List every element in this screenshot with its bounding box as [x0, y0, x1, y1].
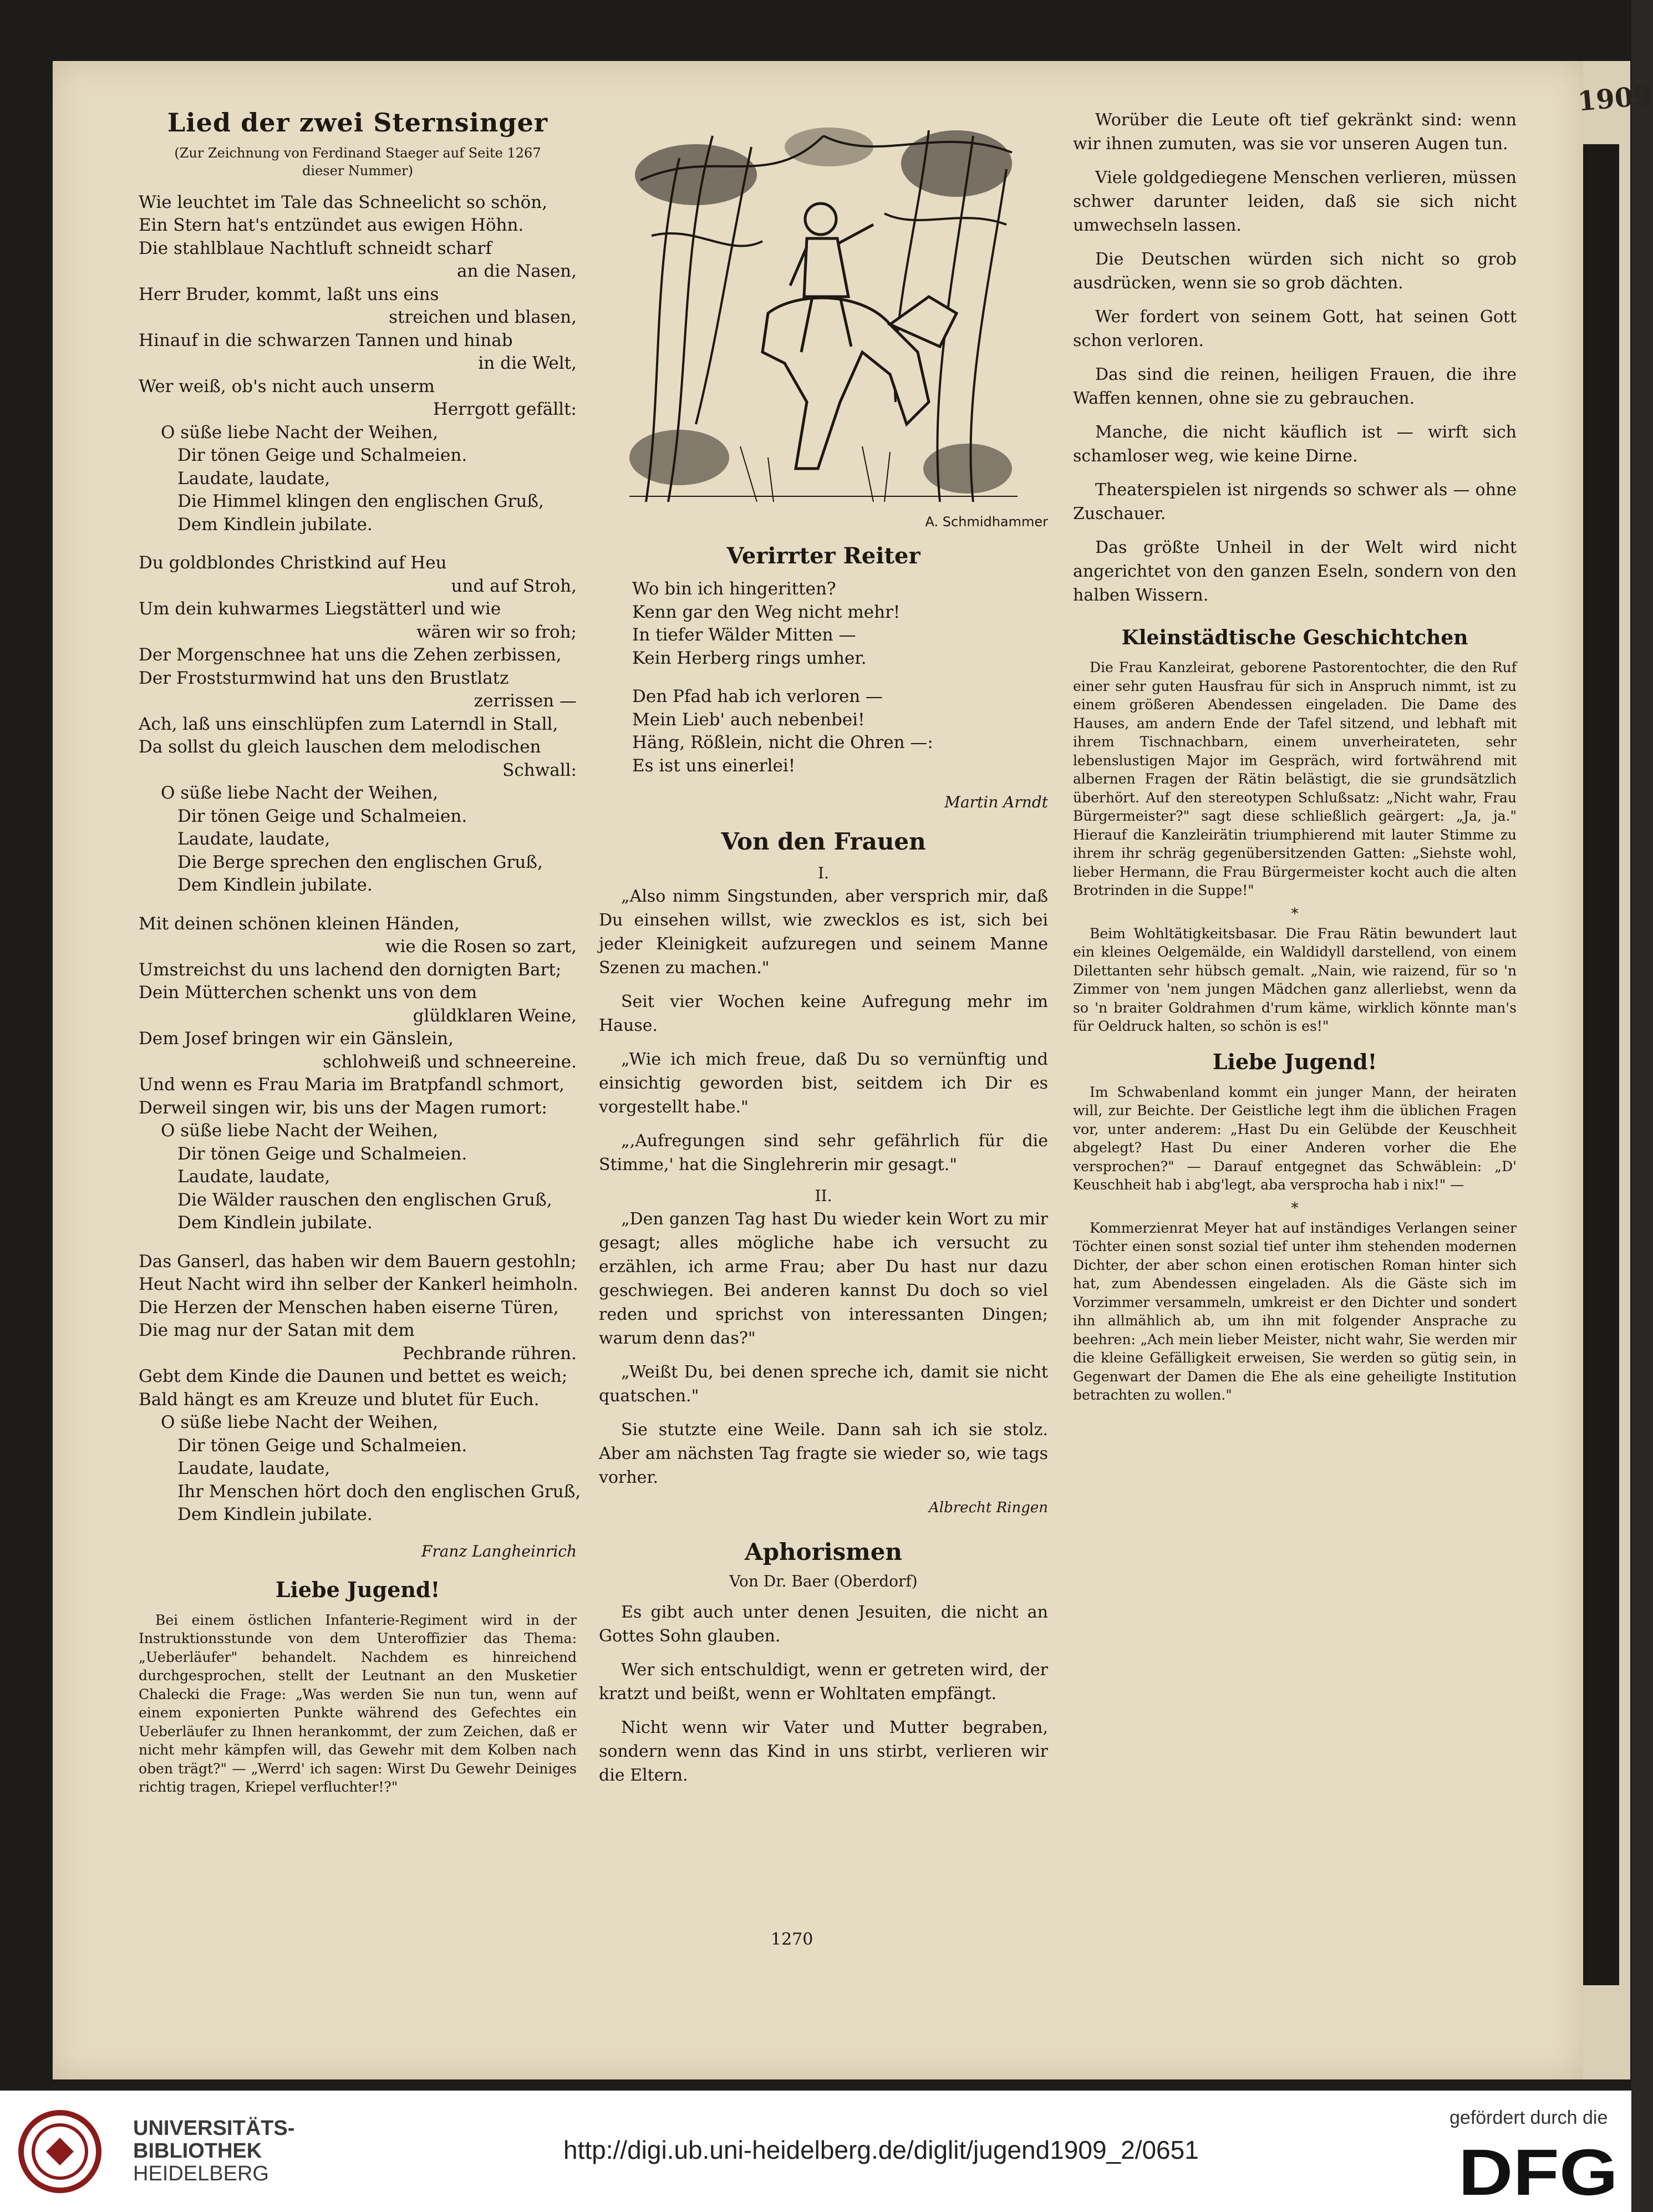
liebe-jugend-text-right-1: Im Schwabenland kommt ein junger Mann, der heiraten will, zur Beichte. Der Geistliche legt ihm die üblichen Fragen vor, unter anderem: „Hast Du ein Gelübde der Keuschheit abgelegt? Hast Du einer Anderen vorher die Ehe versprochen?" — Darauf entgegnet das Schwäblein: „D' Keuschheit hab i abg'legt, aba versprocha hab i nix!" — [1073, 1084, 1517, 1193]
poem-line: schlohweiß und schneereine. [323, 1051, 577, 1072]
poem-line: Umstreichst du uns lachend den dornigten Bart; [139, 959, 562, 980]
poem-line: Wie leuchtet im Tale das Schneelicht so schön, [139, 192, 548, 212]
poem-line: Heut Nacht wird ihn selber der Kankerl heimholn. [139, 1274, 578, 1295]
column-left [139, 108, 581, 1802]
paragraph: „Den ganzen Tag hast Du wieder kein Wort zu mir gesagt; alles mögliche habe ich versucht zu erzählen, ich arme Frau; aber Du hast nur dazu geschwiegen. Bei anderen kannst Du doch so viel reden und sprichst von interessanten Dingen; warum denn das?" [599, 1209, 1048, 1348]
liebe-jugend-title-right: Liebe Jugend! [1212, 1049, 1377, 1074]
poem-line: Mit deinen schönen kleinen Händen, [139, 913, 460, 934]
paragraph: Sie stutzte eine Weile. Dann sah ich sie stolz. Aber am nächsten Tag fragte sie wieder so, wie tags vorher. [599, 1420, 1048, 1487]
section-number: II. [815, 1187, 832, 1205]
poem-line: und auf Stroh, [451, 576, 577, 596]
illustration-credit: A. Schmidhammer [925, 514, 1048, 530]
poem-line: Um dein kuhwarmes Liegstätterl und wie [139, 599, 501, 619]
poem-title-sternsinger: Lied der zwei Sternsinger [167, 108, 548, 138]
section-number: I. [818, 864, 829, 882]
poem-line: Wo bin ich hingeritten? [632, 579, 836, 599]
paragraph: „Also nimm Singstunden, aber versprich mir, daß Du einsehen willst, wie zwecklos es ist, sich bei jeder Kleinigkeit aufzuregen und seinem Manne Szenen zu machen." [599, 887, 1048, 978]
poem-line: Dem Josef bringen wir ein Gänslein, [139, 1029, 454, 1049]
poem-line: O süße liebe Nacht der Weihen, [161, 1121, 439, 1141]
poem-line: Dir tönen Geige und Schalmeien. [177, 1143, 467, 1164]
poem-stanza [139, 1250, 581, 1527]
aphorism: Theaterspielen ist nirgends so schwer als — ohne Zuschauer. [1073, 480, 1517, 523]
poem-line: Dem Kindlein jubilate. [177, 1213, 373, 1233]
section-title-aphorismen: Aphorismen [745, 1538, 902, 1565]
side-year-mark: 1909 [1576, 80, 1653, 118]
poem-line: Dein Mütterchen schenkt uns von dem [139, 983, 477, 1003]
kleinstaedtische-title: Kleinstädtische Geschichtchen [1121, 626, 1468, 649]
separator-star-1: * [1291, 905, 1299, 922]
poem-line: Laudate, laudate, [177, 1458, 330, 1479]
paragraph: „Weißt Du, bei denen spreche ich, damit sie nicht quatschen." [599, 1362, 1048, 1406]
aphorism: Es gibt auch unter denen Jesuiten, die nicht an Gottes Sohn glauben. [599, 1603, 1048, 1646]
aphorism: Worüber die Leute oft tief gekränkt sind: wenn wir ihnen zumuten, was sie vor unseren Augen tun. [1073, 110, 1517, 154]
aphorismen-list-right [1073, 108, 1517, 607]
poem-author-reiter: Martin Arndt [944, 793, 1048, 811]
poem-line: Bald hängt es am Kreuze und blutet für Euch. [139, 1389, 540, 1410]
aphorism: Nicht wenn wir Vater und Mutter begraben, sondern wenn das Kind in uns stirbt, verlieren wir die Eltern. [599, 1718, 1048, 1785]
kleinstaedtische-text-2: Beim Wohltätigkeitsbasar. Die Frau Rätin bewundert laut ein kleines Oelgemälde, ein Waldidyll darstellend, von einem Dilettanten sehr hübsch gemalt. „Nain, wie raizend, für so 'n Zimmer von 'nem jungen Mädchen ganz allerliebst, wenn da so 'n braiter Goldrahmen d'rum käme, wirklich könnte man's für Oeldruck halten, so schön is es!" [1073, 925, 1517, 1034]
poem-line: Gebt dem Kinde die Daunen und bettet es weich; [139, 1366, 568, 1387]
liebe-jugend-title-left: Liebe Jugend! [275, 1577, 440, 1602]
poem-line: Dem Kindlein jubilate. [177, 514, 373, 535]
aphorism: Die Deutschen würden sich nicht so grob ausdrücken, wenn sie so grob dächten. [1073, 250, 1517, 293]
poem-line: Derweil singen wir, bis uns der Magen rumort: [139, 1097, 547, 1118]
poem-line: Dem Kindlein jubilate. [177, 875, 373, 896]
poem-stanza [632, 685, 1048, 777]
poem-line: Da sollst du gleich lauschen dem melodischen [139, 737, 541, 757]
aphorismen-list-middle [599, 1600, 1048, 1787]
poem-line: Schwall: [502, 760, 577, 780]
paragraph: „‚Aufregungen sind sehr gefährlich für die Stimme,' hat die Singlehrerin mir gesagt." [599, 1131, 1048, 1174]
poem-line: streichen und blasen, [389, 307, 577, 328]
funding-label: gefördert durch die [1449, 2107, 1608, 2128]
poem-line: O süße liebe Nacht der Weihen, [161, 783, 439, 804]
poem-line: in die Welt, [478, 353, 577, 374]
poem-line: Dir tönen Geige und Schalmeien. [177, 1435, 467, 1456]
poem-line: Die mag nur der Satan mit dem [139, 1320, 415, 1341]
poem-line: wie die Rosen so zart, [385, 937, 577, 957]
poem-stanza [139, 552, 577, 897]
poem-line: Dir tönen Geige und Schalmeien. [177, 445, 467, 466]
poem-line: an die Nasen, [457, 261, 577, 282]
poem-line: Es ist uns einerlei! [632, 755, 796, 776]
institution-name [133, 2117, 294, 2185]
poem-line: Ihr Menschen hört doch den englischen Gruß, [177, 1481, 581, 1502]
poem-line: Dir tönen Geige und Schalmeien. [177, 806, 467, 826]
institution-line-2: BIBLIOTHEK [133, 2139, 262, 2163]
frauen-body [599, 864, 1048, 1489]
poem-line: Dem Kindlein jubilate. [177, 1504, 373, 1525]
poem-line: Die Herzen der Menschen haben eiserne Türen, [139, 1297, 559, 1318]
poem-stanza [632, 578, 1048, 670]
page-number: 1270 [771, 1930, 813, 1949]
poem-line: Kenn gar den Weg nicht mehr! [632, 602, 901, 622]
poem-line: Laudate, laudate, [177, 1167, 330, 1187]
poem-line: O süße liebe Nacht der Weihen, [161, 422, 439, 443]
poem-line: Herr Bruder, kommt, laßt uns eins [139, 284, 439, 304]
poem-line: Ein Stern hat's entzündet aus ewigen Höhn. [139, 215, 524, 236]
aphorism: Viele goldgediegene Menschen verlieren, müssen schwer darunter leiden, daß sie sich nicht umwechseln lassen. [1073, 168, 1517, 235]
poem-line: Ach, laß uns einschlüpfen zum Laterndl in Stall, [139, 714, 558, 734]
poem-line: In tiefer Wälder Mitten — [632, 625, 856, 645]
poem-line: Und wenn es Frau Maria im Bratpfandl schmort, [139, 1075, 564, 1095]
poem-body-reiter [599, 578, 1048, 777]
liebe-jugend-text-left: Bei einem östlichen Infanterie-Regiment wird in der Instruktionsstunde von dem Unteroffizier das Thema: „Ueberläufer" behandelt. Nachdem es hinreichend durchgesprochen, stellt der Leutnant an den Musketier Chalecki die Frage: „Was werden Sie nun tun, wenn auf einem exponierten Punkte während des Gefechtes ein Ueberläufer zu Ihnen herankommt, der zum Zeichen, daß er nicht mehr kämpfen will, das Gewehr mit dem Kolben nach oben trägt?" — „Werrd' ich sagen: Wirst Du Gewehr Deiniges richtig tragen, Kriepel verfluchter!?" [139, 1611, 577, 1796]
poem-line: Laudate, laudate, [177, 829, 330, 850]
university-seal-icon [16, 2107, 126, 2196]
separator-star-2: * [1291, 1199, 1299, 1217]
aphorism: Manche, die nicht käuflich ist — wirft sich schamloser weg, wie keine Dirne. [1073, 423, 1517, 466]
poem-subnote: (Zur Zeichnung von Ferdinand Staeger auf Seite 1267 dieser Nummer) [174, 145, 541, 179]
liebe-jugend-text-right-2: Kommerzienrat Meyer hat auf inständiges Verlangen seiner Töchter einen sonst sozial tief unter ihm stehenden modernen Dichter, der aber schon einen erotischen Roman hinter sich hat, zum Abendessen eingeladen. Als die Gäste sich im Vorzimmer versammeln, umkreist er den Dichter und sondert ihn allmählich ab, um ihn mit folgender Ansprache zu beehren: „Ach mein lieber Meister, nicht wahr, Sie werden mir die kleine Gefälligkeit erweisen, Sie werden so gütig sein, in Gegenwart der Damen die Ehe als eine geheiligte Institution betrachten zu wollen." [1073, 1219, 1517, 1403]
poem-line: Wer weiß, ob's nicht auch unserm [139, 376, 435, 396]
svg-text:DFG: DFG [1458, 2136, 1618, 2209]
poem-line: Kein Herberg rings umher. [632, 648, 867, 668]
poem-line: wären wir so froh; [416, 622, 577, 642]
poem-line: Laudate, laudate, [177, 468, 330, 489]
aphorismen-byline: Von Dr. Baer (Oberdorf) [729, 1572, 918, 1590]
poem-stanza [139, 191, 577, 537]
poem-line: Die Wälder rauschen den englischen Gruß, [177, 1189, 552, 1210]
paragraph: Seit vier Wochen keine Aufregung mehr im Hause. [599, 992, 1048, 1035]
poem-line: O süße liebe Nacht der Weihen, [161, 1412, 439, 1433]
column-middle [599, 108, 1048, 1797]
poem-body-sternsinger [139, 191, 581, 1527]
aphorism: Das größte Unheil in der Welt wird nicht angerichtet von den ganzen Eseln, sondern von den halben Wissern. [1073, 538, 1517, 605]
poem-line: Hinauf in die schwarzen Tannen und hinab [139, 330, 513, 350]
poem-line: Herrgott gefällt: [433, 399, 577, 420]
section-title-frauen: Von den Frauen [721, 828, 926, 855]
aphorism: Wer sich entschuldigt, wenn er getreten wird, der kratzt und beißt, wenn er Wohltaten empfängt. [599, 1660, 1048, 1704]
column-right [1073, 108, 1517, 1410]
dfg-logo-icon [1458, 2136, 1619, 2209]
source-url-link[interactable]: http://digi.ub.uni-heidelberg.de/diglit/jugend1909_2/0651 [563, 2135, 1199, 2164]
poem-line: Das Ganserl, das haben wir dem Bauern gestohln; [139, 1251, 577, 1272]
poem-line: zerrissen — [474, 691, 577, 711]
poem-line: Häng, Rößlein, nicht die Ohren —: [632, 733, 933, 752]
poem-line: Der Morgenschnee hat uns die Zehen zerbissen, [139, 645, 562, 665]
rider-illustration [629, 114, 1018, 513]
poem-line: Den Pfad hab ich verloren — [632, 687, 883, 706]
poem-line: Pechbrande rühren. [402, 1343, 577, 1364]
paragraph: „Wie ich mich freue, daß Du so vernünftig und einsichtig geworden bist, seitdem ich Dir es vorgestellt habe." [599, 1050, 1048, 1117]
institution-line-1: UNIVERSITÄTS- [133, 2117, 295, 2140]
poem-line: glüldklaren Weine, [413, 1005, 577, 1026]
frauen-author: Albrecht Ringen [929, 1499, 1048, 1516]
poem-line: Die stahlblaue Nachtluft schneidt scharf [139, 238, 492, 258]
poem-line: Die Himmel klingen den englischen Gruß, [177, 491, 544, 512]
institution-line-3: HEIDELBERG [133, 2162, 269, 2185]
poem-line: Die Berge sprechen den englischen Gruß, [177, 852, 543, 872]
poem-line: Mein Lieb' auch nebenbei! [632, 709, 865, 730]
poem-stanza [139, 913, 577, 1235]
poem-line: Du goldblondes Christkind auf Heu [139, 553, 447, 573]
poem-line: Der Froststurmwind hat uns den Brustlatz [139, 668, 509, 688]
poem-title-reiter: Verirrter Reiter [726, 543, 920, 569]
aphorism: Wer fordert von seinem Gott, hat seinen Gott schon verloren. [1073, 307, 1517, 350]
aphorism: Das sind die reinen, heiligen Frauen, die ihre Waffen kennen, ohne sie zu gebrauchen. [1073, 365, 1517, 408]
kleinstaedtische-text-1: Die Frau Kanzleirat, geborene Pastorentochter, die den Ruf einer sehr guten Hausfrau für sich in Anspruch nimmt, ist zu einem größeren Abendessen eingeladen. Die Dame des Hauses, am andern Ende der Tafel sitzend, und lebhaft mit ihrem Tischnachbarn, einem unverheirateten, sehr lebenslustigen Major im Gespräch, wird fortwährend mit albernen Fragen der Rätin belästigt, die sie grundsätzlich überhört. Auf den stereotypen Schlußsatz: „Nicht wahr, Frau Bürgermeister?" sagt diese schließlich geärgert: „Ja, ja." Hierauf die Kanzleirätin triumphierend mit lauter Stimme zu ihrem ihr schräg gegenübersitzenden Gatten: „Siehste wohl, lieber Hermann, die Frau Bürgermeister kocht auch die alten Brotrinden in die Suppe!" [1073, 659, 1517, 898]
poem-author: Franz Langheinrich [421, 1542, 577, 1560]
